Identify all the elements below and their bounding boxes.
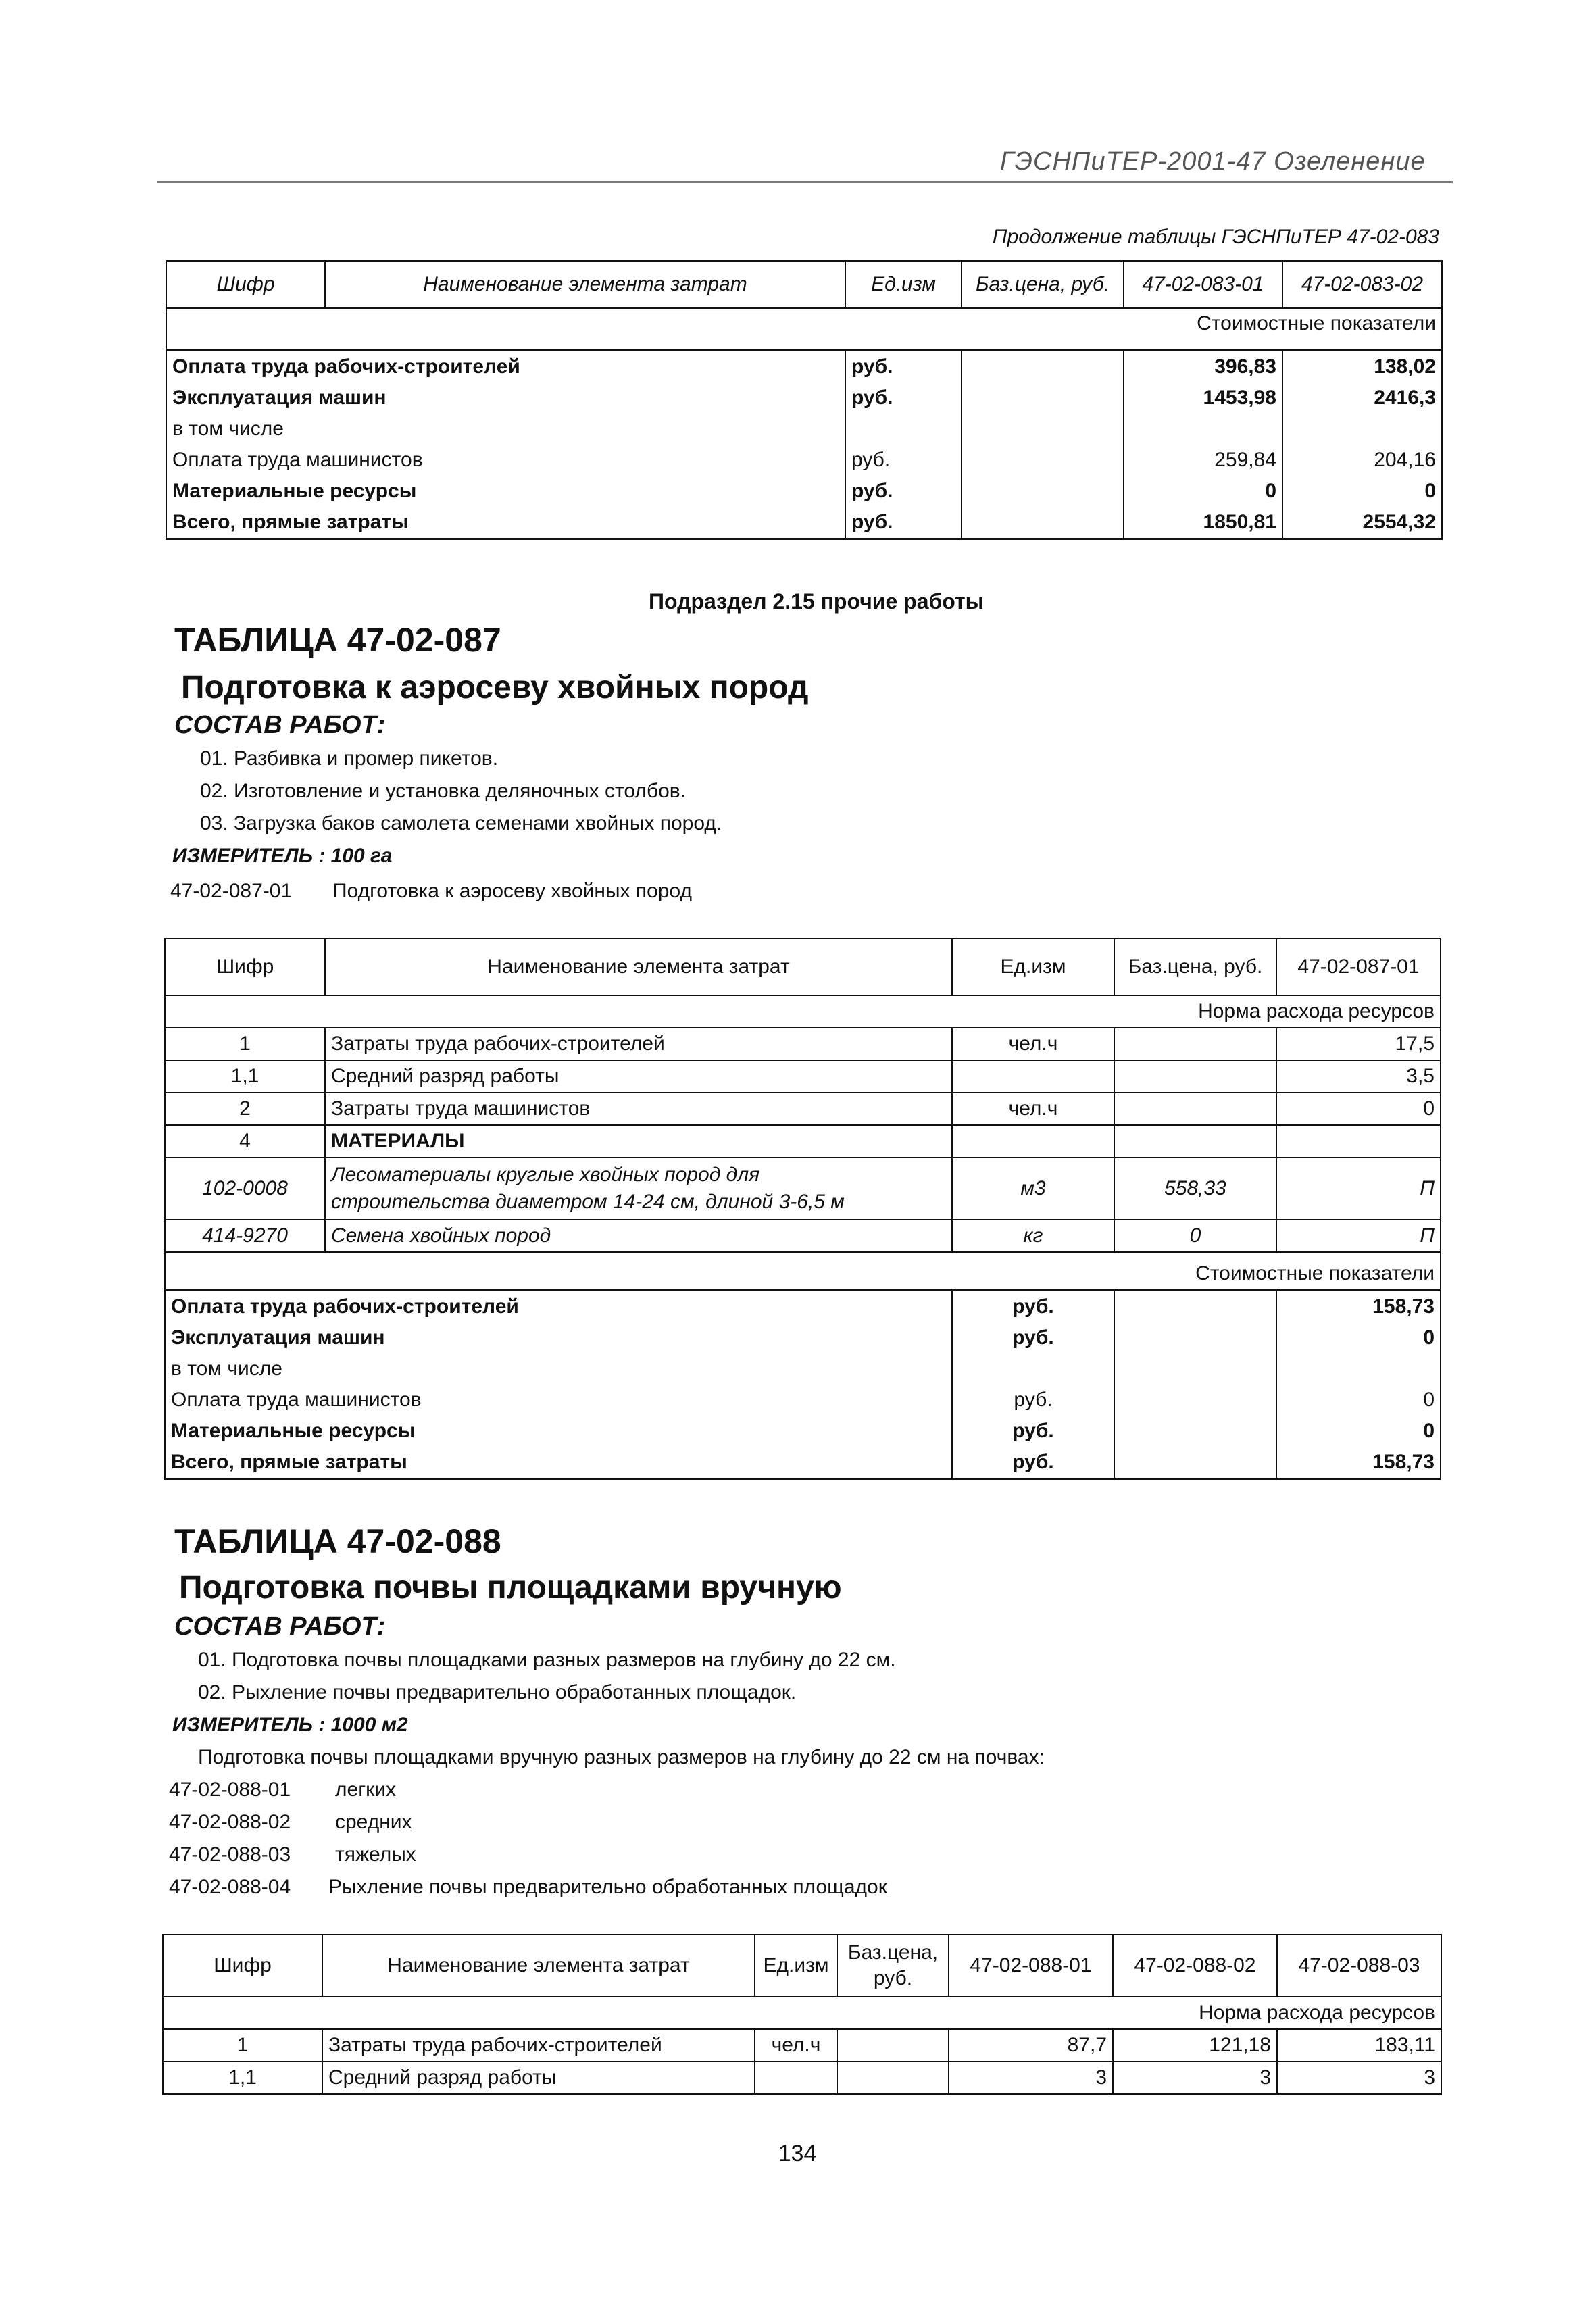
- list-item: 01. Подготовка почвы площадками разных размеров на глубину до 22 см.: [198, 1649, 896, 1671]
- table-088-code: 47-02-088-01: [169, 1778, 291, 1801]
- table-row: Всего, прямые затраты: [166, 507, 845, 539]
- running-title: ГЭСНПиТЕР-2001-47 Озеленение: [1000, 147, 1426, 176]
- table-row: 2: [165, 1093, 325, 1125]
- table-row: Эксплуатация машин: [165, 1322, 952, 1353]
- table-row: в том числе: [166, 414, 845, 445]
- table-row: в том числе: [165, 1353, 952, 1385]
- col-header-code-01: 47-02-087-01: [1276, 939, 1441, 995]
- section-cost-indicators: Стоимостные показатели: [166, 308, 1442, 350]
- col-header-code-01: 47-02-083-01: [1124, 261, 1282, 308]
- table-088-code: 47-02-088-03: [169, 1843, 291, 1866]
- col-header-name: Наименование элемента затрат: [322, 1935, 755, 1997]
- table-088-code-desc: Рыхление почвы предварительно обработанных площадок: [328, 1876, 887, 1898]
- col-header-unit: Ед.изм: [845, 261, 962, 308]
- table-088-code: 47-02-088-04: [169, 1876, 291, 1898]
- table-087-title: ТАБЛИЦА 47-02-087: [174, 621, 501, 659]
- table-row: 1: [165, 1028, 325, 1060]
- col-header-price: Баз.цена, руб.: [837, 1935, 949, 1997]
- col-header-name: Наименование элемента затрат: [325, 261, 845, 308]
- table-row: Всего, прямые затраты: [165, 1447, 952, 1479]
- table-row: 414-9270: [165, 1220, 325, 1252]
- table-row: 102-0008: [165, 1158, 325, 1220]
- table-row: 4: [165, 1125, 325, 1158]
- col-header-code: Шифр: [166, 261, 325, 308]
- list-item: 03. Загрузка баков самолета семенами хвойных пород.: [200, 812, 722, 835]
- list-item: 01. Разбивка и промер пикетов.: [200, 747, 499, 770]
- col-header-name: Наименование элемента затрат: [325, 939, 952, 995]
- col-header-unit: Ед.изм: [755, 1935, 837, 1997]
- subsection-heading: Подраздел 2.15 прочие работы: [649, 589, 984, 614]
- col-header-unit: Ед.изм: [952, 939, 1114, 995]
- header-rule: [157, 181, 1453, 183]
- col-header-code: Шифр: [165, 939, 325, 995]
- table-087-measure: ИЗМЕРИТЕЛЬ : 100 га: [172, 845, 393, 867]
- table-row: Материальные ресурсы: [165, 1416, 952, 1447]
- col-header-price: Баз.цена, руб.: [962, 261, 1124, 308]
- col-header-code: Шифр: [163, 1935, 322, 1997]
- section-resource-norm: Норма расхода ресурсов: [165, 995, 1441, 1028]
- table-088-composition-heading: СОСТАВ РАБОТ:: [174, 1612, 386, 1641]
- col-header-code-03: 47-02-088-03: [1277, 1935, 1441, 1997]
- table-087-composition-heading: СОСТАВ РАБОТ:: [174, 711, 386, 739]
- table-088-intro: Подготовка почвы площадками вручную разных размеров на глубину до 22 см на почвах:: [198, 1746, 1045, 1768]
- table-row: Оплата труда рабочих-строителей: [166, 350, 845, 382]
- table-087-code-desc: Подготовка к аэросеву хвойных пород: [332, 880, 693, 902]
- col-header-price: Баз.цена, руб.: [1114, 939, 1276, 995]
- list-item: 02. Рыхление почвы предварительно обработанных площадок.: [198, 1681, 797, 1703]
- table-088-measure: ИЗМЕРИТЕЛЬ : 1000 м2: [172, 1714, 408, 1736]
- table-088-code: 47-02-088-02: [169, 1811, 291, 1833]
- col-header-code-02: 47-02-088-02: [1113, 1935, 1277, 1997]
- table-row: Материальные ресурсы: [166, 476, 845, 507]
- table-47-02-083: Шифр Наименование элемента затрат Ед.изм Баз.цена, руб. 47-02-083-01 47-02-083-02 Стоимостные показатели Оплата труда рабочих-строителей руб. 396,83 138,02 Эксплуатация машин руб. 1453,98 2416,3 в том числе Оплата труда машинистов руб. 259,84 204,16 Материальные ресурсы руб. 0 0 Всего, прямые затраты руб. 1850,81 2554,32: [166, 260, 1443, 540]
- table-087-code: 47-02-087-01: [170, 880, 293, 902]
- table-row: 1: [163, 2029, 322, 2062]
- table-47-02-087: Шифр Наименование элемента затрат Ед.изм Баз.цена, руб. 47-02-087-01 Норма расхода ресурсов 1 Затраты труда рабочих-строителей чел.ч 17,5 1,1 Средний разряд работы 3,5 2 Затраты труда машинистов чел.ч 0 4 МАТЕРИАЛЫ 102-0008 Лесоматериалы круглые хвойных пород для строительства диаметром 14-24 см, длиной 3-6,5 м м3 558,33 П 414-9270 Семена хвойных пород кг 0 П Стоимостные показатели Оплата труда рабочих-строителей руб. 158,73 Эксплуатация машин руб. 0 в том числе Оплата труда машинистов руб. 0 Материальные ресурсы руб. 0 Всего, прямые затраты руб. 158,73: [164, 938, 1441, 1480]
- table-088-code-desc: средних: [335, 1811, 412, 1833]
- table-088-name: Подготовка почвы площадками вручную: [179, 1570, 842, 1605]
- table-row: Оплата труда машинистов: [166, 445, 845, 476]
- table-087-name: Подготовка к аэросеву хвойных пород: [181, 670, 809, 705]
- section-cost-indicators: Стоимостные показатели: [165, 1252, 1441, 1290]
- table-088-code-desc: легких: [335, 1778, 397, 1801]
- table-continuation-caption: Продолжение таблицы ГЭСНПиТЕР 47-02-083: [992, 226, 1439, 248]
- table-088-title: ТАБЛИЦА 47-02-088: [174, 1522, 501, 1560]
- section-resource-norm: Норма расхода ресурсов: [163, 1997, 1441, 2029]
- table-row: Оплата труда рабочих-строителей: [165, 1290, 952, 1322]
- page-number: 134: [778, 2141, 817, 2166]
- table-47-02-088: Шифр Наименование элемента затрат Ед.изм Баз.цена, руб. 47-02-088-01 47-02-088-02 47-02-088-03 Норма расхода ресурсов 1 Затраты труда рабочих-строителей чел.ч 87,7 121,18 183,11 1,1 Средний разряд работы 3 3 3: [162, 1934, 1442, 2095]
- table-088-code-desc: тяжелых: [335, 1843, 416, 1866]
- table-row: 1,1: [163, 2062, 322, 2095]
- table-row: Оплата труда машинистов: [165, 1385, 952, 1416]
- table-row: Эксплуатация машин: [166, 382, 845, 414]
- col-header-code-01: 47-02-088-01: [949, 1935, 1113, 1997]
- table-row: 1,1: [165, 1060, 325, 1093]
- col-header-code-02: 47-02-083-02: [1282, 261, 1442, 308]
- list-item: 02. Изготовление и установка деляночных столбов.: [200, 780, 687, 802]
